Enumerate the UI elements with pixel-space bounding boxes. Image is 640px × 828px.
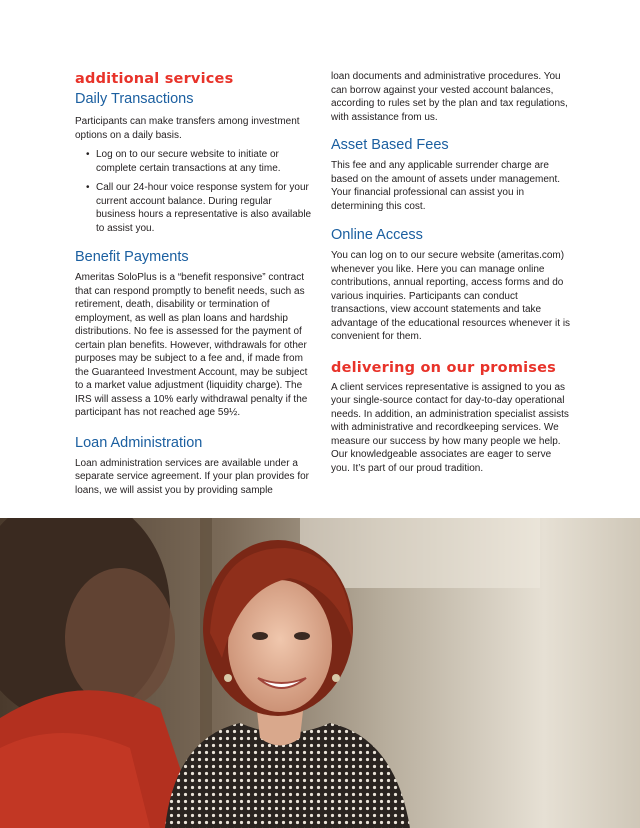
list-item-website: • Log on to our secure website to initiate or complete certain transactions at any time. xyxy=(75,148,313,175)
asset-based-fees-body: This fee and any applicable surrender charge are based on the amount of assets under management. Your financial professional can assist you in determining this cost. xyxy=(331,160,561,212)
right-column xyxy=(331,70,571,475)
left-column xyxy=(75,70,313,497)
benefit-payments-body: Ameritas SoloPlus is a “benefit responsive” contract that can respond promptly to benefit needs, such as retirement, death, disability or termination of employment, as well as plan loans and hardship distributions. No fee is assessed for the payment of certain plan benefits. However, withdrawals for other purposes may be subject to a fee and, if made from the Guaranteed Investment Account, may be subject to a market value adjustment (liquidity charge). The IRS will assess a 10% early withdrawal penalty if the participant has not reached age 59½. xyxy=(75,272,308,418)
online-access-body: You can log on to our secure website (ameritas.com) whenever you like. Here you can manage online contributions, annual reporting, access forms and do various inquiries. Participants can conduct transactions, view account statements and take advantage of the educational resources whenever it is convenient for them. xyxy=(331,250,571,342)
daily-transactions-list xyxy=(75,148,313,235)
list-item-voice-response: • Call our 24-hour voice response system for your current account balance. During regular business hours a representative is also available to assist you. xyxy=(75,181,313,235)
heading-daily-transactions: Daily Transactions xyxy=(75,91,194,107)
daily-transactions-intro: Participants can make transfers among investment options on a daily basis. xyxy=(75,116,300,141)
delivering-promises-body: A client services representative is assigned to you as your single-source contact for day-to-day operational needs. In addition, an administration specialist assists with administrative and recordkeeping services. We measure our success by how many people we help. Our knowledgeable associates are eager to serve you. It’s part of our proud tradition. xyxy=(331,381,569,474)
heading-loan-administration: Loan Administration xyxy=(75,434,203,451)
loan-administration-body: Loan administration services are available under a separate service agreement. If your plan provides for loans, we will assist you by providing sample xyxy=(75,457,310,496)
section-title-additional-services: additional services xyxy=(75,71,234,87)
section-title-delivering-promises: delivering on our promises xyxy=(331,359,556,376)
heading-benefit-payments: Benefit Payments xyxy=(75,249,189,265)
loan-administration-continued: loan documents and administrative procedures. You can borrow against your vested account balances, according to rules set by the plan and tax regulations, with assistance from us. xyxy=(331,71,568,123)
photo-smiling-woman xyxy=(0,518,640,828)
heading-asset-based-fees: Asset Based Fees xyxy=(331,137,449,153)
heading-online-access: Online Access xyxy=(331,227,423,243)
